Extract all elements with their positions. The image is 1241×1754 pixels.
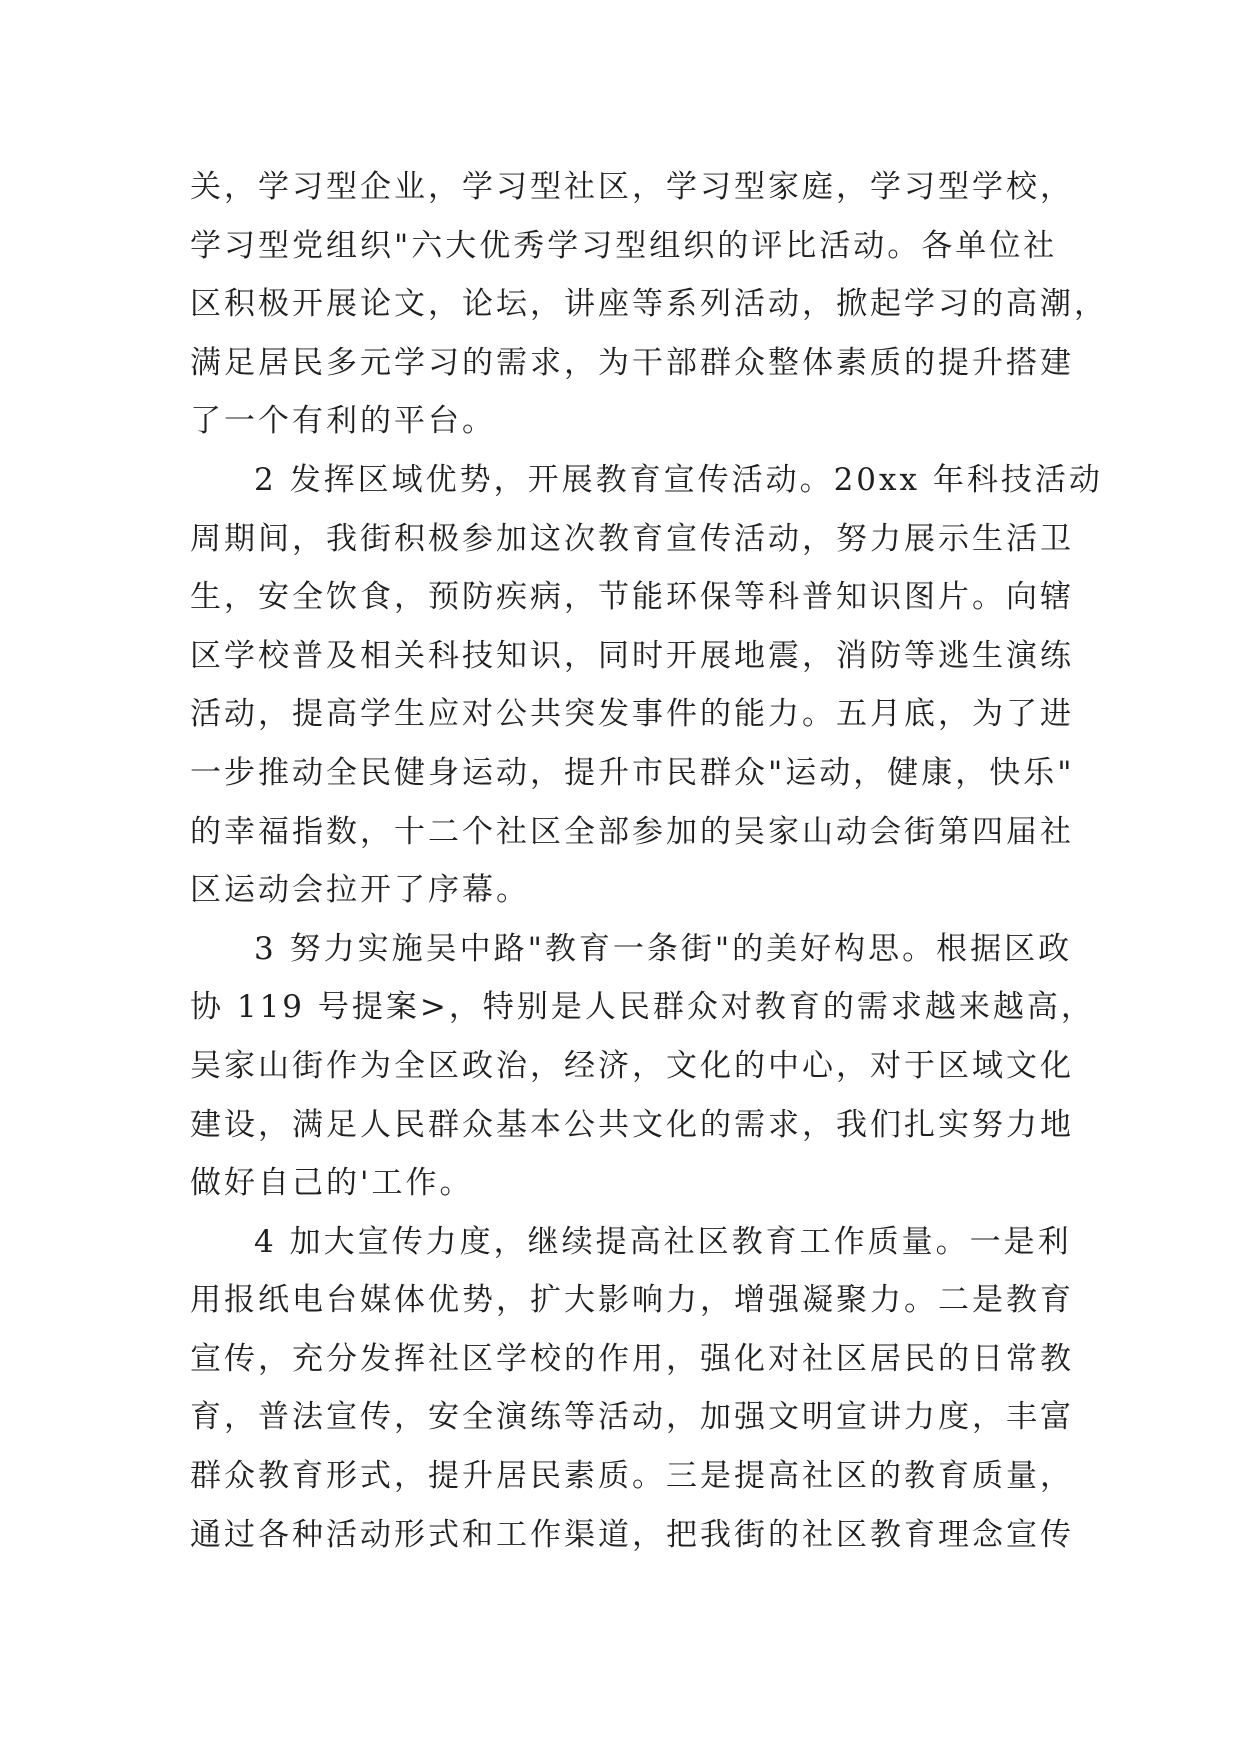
- paragraph-1: [190, 158, 1108, 451]
- text-line: 做好自己的'工作。: [190, 1165, 474, 1202]
- text-line: 区积极开展论文，论坛，讲座等系列活动，掀起学习的高潮，: [190, 286, 1108, 323]
- text-line: 一步推动全民健身运动，提升市民群众"运动，健康，快乐": [190, 754, 1075, 791]
- text-line: 区运动会拉开了序幕。: [190, 872, 530, 909]
- text-line: 宣传，充分发挥社区学校的作用，强化对社区居民的日常教: [190, 1340, 1074, 1377]
- text-line: 2 发挥区域优势，开展教育宣传活动。20xx 年科技活动: [254, 461, 1103, 498]
- paragraph-3: [190, 920, 1095, 1213]
- paragraph-4: [190, 1213, 1074, 1565]
- text-line: 的幸福指数，十二个社区全部参加的吴家山动会街第四届社: [190, 813, 1074, 850]
- text-line: 4 加大宣传力度，继续提高社区教育工作质量。一是利: [254, 1223, 1072, 1260]
- text-line: 用报纸电台媒体优势，扩大影响力，增强凝聚力。二是教育: [190, 1282, 1074, 1319]
- text-line: 满足居民多元学习的需求，为干部群众整体素质的提升搭建: [190, 344, 1074, 381]
- text-line: 育，普法宣传，安全演练等活动，加强文明宣讲力度，丰富: [190, 1399, 1074, 1436]
- document-body: [190, 158, 1108, 1564]
- text-line: 通过各种活动形式和工作渠道，把我街的社区教育理念宣传: [190, 1516, 1074, 1553]
- text-line: 区学校普及相关科技知识，同时开展地震，消防等逃生演练: [190, 637, 1074, 674]
- text-line: 吴家山街作为全区政治，经济，文化的中心，对于区域文化: [190, 1047, 1074, 1084]
- text-line: 活动，提高学生应对公共突发事件的能力。五月底，为了进: [190, 696, 1074, 733]
- text-line: 周期间，我街积极参加这次教育宣传活动，努力展示生活卫: [190, 520, 1074, 557]
- text-line: 协 119 号提案>，特别是人民群众对教育的需求越来越高，: [190, 989, 1095, 1026]
- text-line: 生，安全饮食，预防疾病，节能环保等科普知识图片。向辖: [190, 579, 1074, 616]
- text-line: 群众教育形式，提升居民素质。三是提高社区的教育质量，: [190, 1458, 1074, 1495]
- paragraph-2: [190, 451, 1103, 920]
- text-line: 建设，满足人民群众基本公共文化的需求，我们扎实努力地: [190, 1106, 1074, 1143]
- text-line: 关，学习型企业，学习型社区，学习型家庭，学习型学校，: [190, 169, 1074, 205]
- text-line: 3 努力实施吴中路"教育一条街"的美好构思。根据区政: [254, 930, 1073, 967]
- text-line: 了一个有利的平台。: [190, 403, 496, 440]
- text-line: 学习型党组织"六大优秀学习型组织的评比活动。各单位社: [190, 227, 1058, 264]
